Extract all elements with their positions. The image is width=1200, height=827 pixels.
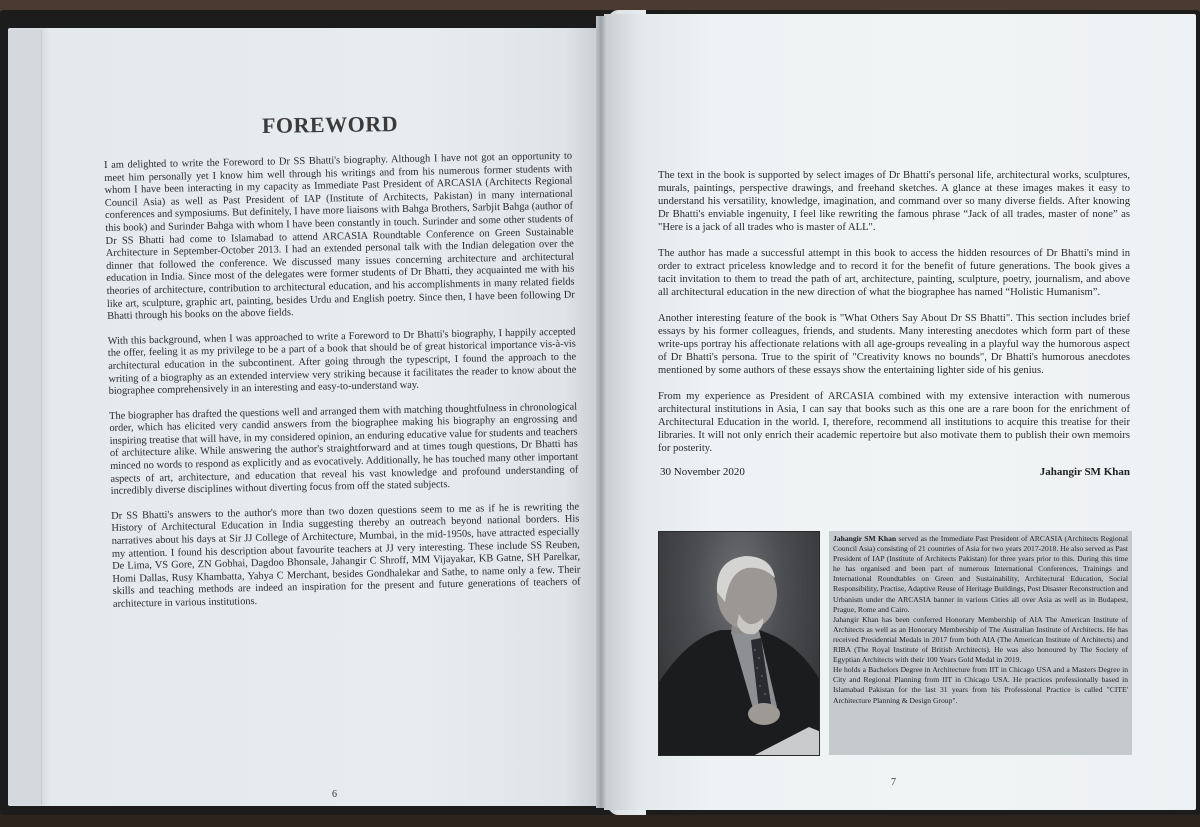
paragraph: With this background, when I was approached to write a Foreword to Dr Bhatti's biography, I happily accepted the offer, feeling it as my privilege to be a part of a book that should be of great historical importance vis-à-vis architectural education in the subcontinent. After going through the typescript, I found the approach to the writing of a biography as an extended interview very striking because it facilitates the reader to know about the biographee comprehensively in an interesting and easy-to-understand way. xyxy=(107,326,577,398)
page-number-left: 6 xyxy=(332,789,337,800)
paragraph: Another interesting feature of the book is "What Others Say About Dr SS Bhatti". This section includes brief essays by his former colleagues, friends, and students. Many interesting anecdotes which form part of these write-ups portray his affectionate relations with all age-groups revealing in a playful way the humorous aspect of Dr Bhatti's persona. True to the spirit of "Creativity knows no bounds", Dr Bhatti's humorous anecdotes mentioned by some authors of these essays show the entertaining lighter side of his genius. xyxy=(658,313,1130,376)
paragraph: Dr SS Bhatti's answers to the author's more than two dozen questions seem to me as if he is rewriting the History of Architectural Education in India suggesting thereby an outreach beyond national borders. His narratives about his days at Sir JJ College of Architecture, Mumbai, in the mid-1950s, have attracted especially my attention. I found his description about favourite teachers at JJ very interesting. These include SS Reuben, De Lima, VS Gore, ZN Gobhai, Dagdoo Bhonsale, Jahangir C Shroff, MM Vijayakar, KB Gatne, SH Parelkar, Homi Dallas, Rusy Khambatta, Yahya C Merchant, besides Gondhalekar and Sathe, to name only a few. Their skills and teaching methods are indeed an inspiration for the present and future generations of teachers of architecture in various institutions. xyxy=(111,501,581,610)
paragraph: From my experience as President of ARCASIA combined with my extensive interaction with numerous architectural institutions in Asia, I can say that books such as this one are a rare boon for the enrichment of Architectural Education in the world. I, therefore, recommend all institutions to acquire this treatise for their libraries. It will not only enrich their academic repertoire but also motivate them to publish their own memoirs for posterity. xyxy=(658,391,1130,454)
foreword-body-right xyxy=(658,169,1130,468)
bio-paragraph: He holds a Bachelors Degree in Architecture from IIT in Chicago USA and a Masters Degree in City and Regional Planning from IIT in Chicago USA. He practices professionally based in Islamabad Pakistan for the last 31 years from his Professional Practice is called "CITE' Architecture Planning & Design Group". xyxy=(833,665,1128,705)
foreword-date: 30 November 2020 xyxy=(660,466,745,478)
paragraph: I am delighted to write the Foreword to Dr SS Bhatti's biography. Although I have not got an opportunity to meet him personally yet I know him well through his writings and from his numerous former students with whom I have been interacting in my capacity as Immediate Past President of ARCASIA (Architects Regional Council Asia) as well as Past President of IAP (Institute of Architects, Pakistan) in many international conferences and symposiums. But definitely, I have more liaisons with Bahga Brothers, Sarbjit Bahga (author of this book) and Surinder Bahga with whom I have been constantly in touch. Surinder and some other students of Dr SS Bhatti had come to Islamabad to attend ARCASIA Roundtable Conference on Green Sustainable Architecture in September-October 2013. I had an extended personal talk with the Indian delegation over the dinner that followed the conference. We discussed many issues concerning architecture and architectural education in India. Since most of the delegates were former students of Dr Bhatti, they acquainted me with his theories of architecture, contribution to architectural education, and his accomplishments in many related fields like art, sculpture, graphic art, painting, besides Urdu and English poetry. Since then, I have been following Dr Bhatti through his books on the above fields. xyxy=(104,150,575,323)
signature-row xyxy=(660,466,1130,478)
author-bio-box xyxy=(829,531,1132,755)
paragraph: The author has made a successful attempt in this book to access the hidden resources of Dr Bhatti's mind in order to extract priceless knowledge and to record it for the benefit of future generations. The book gives a tacit invitation to them to tread the path of art, architecture, painting, sculpture, poetry, journalism, and above all architectural education in the new direction of what the biographee has named “Holistic Humanism”. xyxy=(658,248,1130,298)
foreword-body-left xyxy=(104,151,581,624)
page-title: FOREWORD xyxy=(261,111,399,138)
bio-name: Jahangir SM Khan xyxy=(833,534,897,543)
left-page-stack-edge xyxy=(8,30,42,805)
portrait-illustration-icon xyxy=(659,532,820,756)
paragraph: The text in the book is supported by select images of Dr Bhatti's personal life, architectural works, sculptures, murals, paintings, perspective drawings, and freehand sketches. A glance at these images makes it easy to understand his versatility, knowledge, imagination, and command over so many diverse fields. After knowing Dr Bhatti's enviable ingenuity, I feel like rewriting the famous phrase “Jack of all trades, master of none” as "Here is a jack of all trades who is master of ALL". xyxy=(658,170,1130,233)
page-number-right: 7 xyxy=(891,777,896,788)
bio-paragraph xyxy=(833,534,1128,615)
author-portrait-photo xyxy=(658,531,820,756)
author-signature: Jahangir SM Khan xyxy=(1039,466,1130,478)
book-gutter xyxy=(596,16,606,808)
bio-paragraph: Jahangir Khan has been conferred Honorary Membership of AIA The American Institute of Architects as well as an Honorary Membership of The Australian Institute of Architects. He has received Presidential Medals in 2017 from both AIA (The American Institute of Architects) and RIBA (The Royal Institute of British Architects). He was also honoured by The Society of Egyptian Architects with their 100 Years Gold Medal in 2019. xyxy=(833,614,1128,665)
paragraph: The biographer has drafted the questions well and arranged them with matching thoughtfulness in chronological order, which has elicited very candid answers from the biographee making his biography an engrossing and inspiring treatise that will have, in my considered opinion, an enduring educative value for students and teachers of architecture alike. While answering the author's straightforward and at times tough questions, Dr Bhatti has minced no words to respond as explicitly and as evocatively. Additionally, he has touched many other important aspects of art, architecture, and education that reveal his vast knowledge and profound understanding of incredibly diverse disciplines without diverting focus from off the stated subjects. xyxy=(109,401,579,498)
bio-text: served as the Immediate Past President of ARCASIA (Architects Regional Council Asia) consisting of 21 countries of Asia for two years 2017-2018. He also served as Past President of IAP (Institute of Architects Pakistan) for three years prior to this. During this time he has organised and been part of numerous International Conferences, Trainings and International Roundtables on Green and Sustainability, Architectural Education, Social Responsibility, Practise, Adaptive Reuse of Heritage Buildings, Post Disaster Reconstruction and Urbanism under the ARCASIA banner in various Cities all over Asia as well as in Budapest, Prague, Rome and Cairo. xyxy=(833,534,1128,614)
